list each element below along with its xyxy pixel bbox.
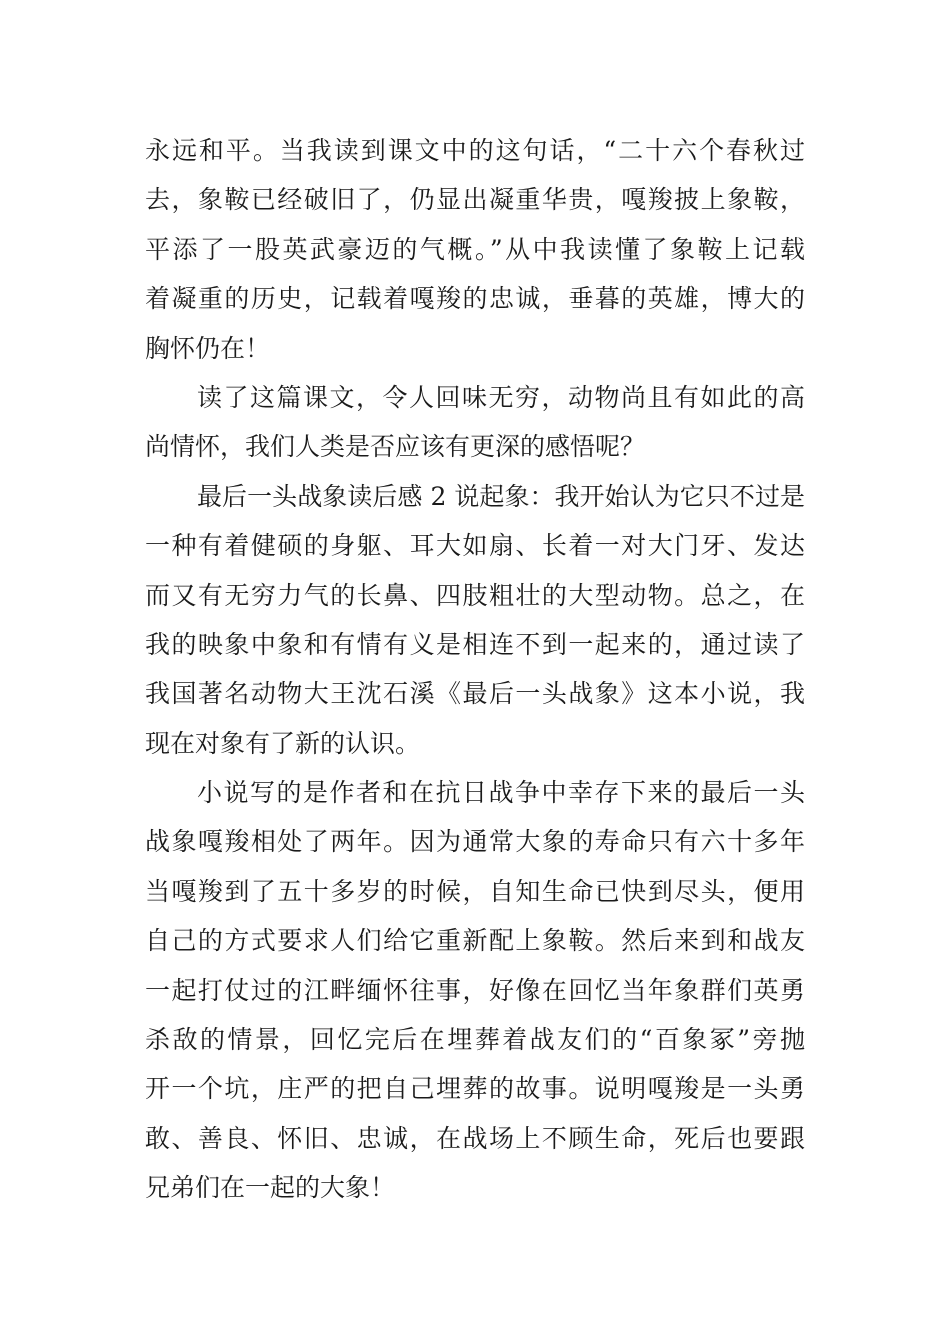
text-line: 战象嘎羧相处了两年。因为通常大象的寿命只有六十多年 xyxy=(145,827,805,857)
text-line: 一起打仗过的江畔缅怀往事，好像在回忆当年象群们英勇 xyxy=(145,975,805,1005)
text-line: 着凝重的历史，记载着嘎羧的忠诚，垂暮的英雄，博大的 xyxy=(145,284,805,314)
text-line: 当嘎羧到了五十多岁的时候，自知生命已快到尽头，便用 xyxy=(145,876,805,906)
text-line: 我国著名动物大王沈石溪《最后一头战象》这本小说，我 xyxy=(145,679,805,709)
text-line: 胸怀仍在！ xyxy=(145,333,271,363)
text-line: 而又有无穷力气的长鼻、四肢粗壮的大型动物。总之，在 xyxy=(145,580,805,610)
text-line: 现在对象有了新的认识。 xyxy=(145,728,421,758)
text-line: 平添了一股英武豪迈的气概。”从中我读懂了象鞍上记载 xyxy=(145,234,805,264)
text-line: 杀敌的情景，回忆完后在埋葬着战友们的“百象冢”旁抛 xyxy=(145,1025,805,1055)
text-line: 我的映象中象和有情有义是相连不到一起来的，通过读了 xyxy=(145,629,805,659)
text-line: 尚情怀，我们人类是否应该有更深的感悟呢？ xyxy=(145,432,646,462)
text-line: 开一个坑，庄严的把自己埋葬的故事。说明嘎羧是一头勇 xyxy=(145,1074,805,1104)
text-line: 最后一头战象读后感 2 说起象：我开始认为它只不过是 xyxy=(197,481,805,511)
text-line: 自己的方式要求人们给它重新配上象鞍。然后来到和战友 xyxy=(145,926,805,956)
text-line: 小说写的是作者和在抗日战争中幸存下来的最后一头 xyxy=(197,778,805,808)
text-line: 一种有着健硕的身躯、耳大如扇、长着一对大门牙、发达 xyxy=(145,531,805,561)
text-line: 去，象鞍已经破旧了，仍显出凝重华贵，嘎羧披上象鞍， xyxy=(145,185,805,215)
text-line: 敢、善良、怀旧、忠诚，在战场上不顾生命，死后也要跟 xyxy=(145,1123,805,1153)
body-text xyxy=(145,126,805,1213)
text-line: 永远和平。当我读到课文中的这句话，“二十六个春秋过 xyxy=(145,136,805,165)
text-line: 读了这篇课文，令人回味无穷，动物尚且有如此的高 xyxy=(197,382,805,412)
text-line: 兄弟们在一起的大象！ xyxy=(145,1173,396,1203)
